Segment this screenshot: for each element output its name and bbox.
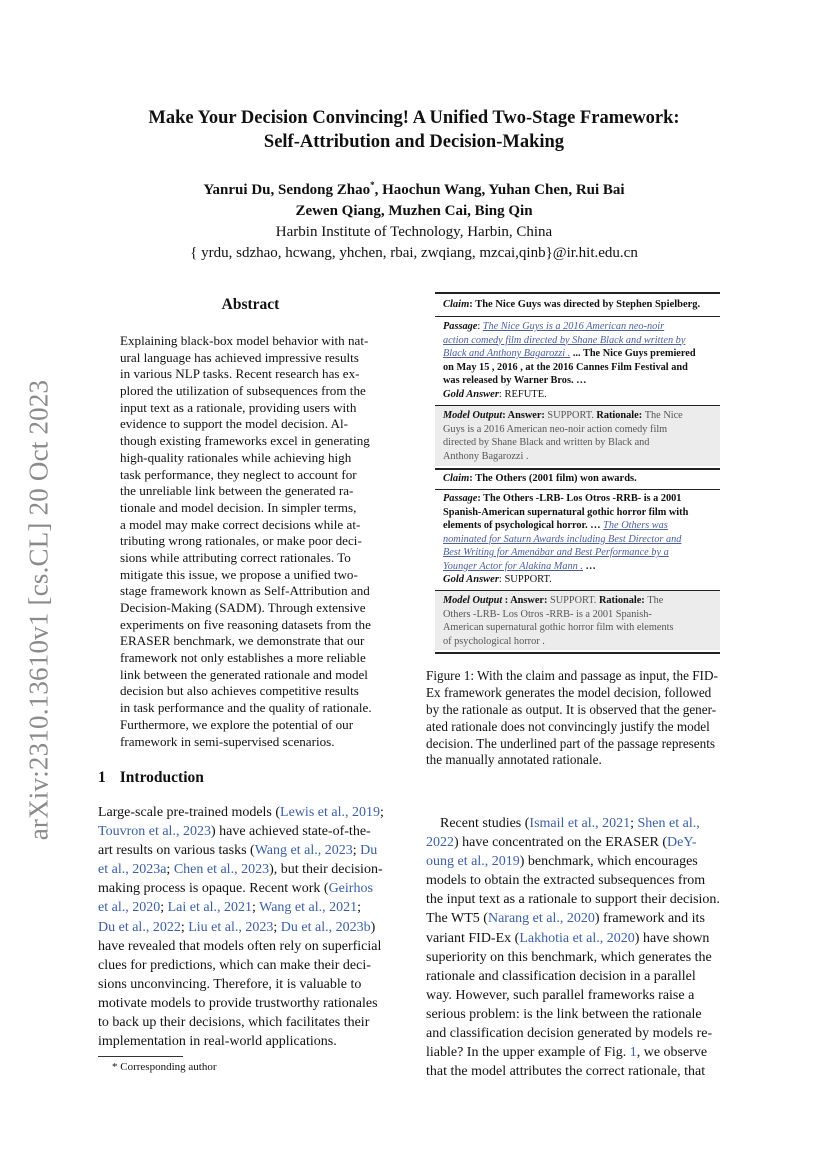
passage-line: on May 15 , 2016 , at the 2016 Cannes Film Festival and [443, 361, 688, 373]
citation-link[interactable]: Wang et al., 2023 [254, 843, 353, 859]
citation-link[interactable]: Du et al., 2023b [280, 919, 371, 935]
paragraph-line: rationale and classification decision in a parallel [426, 968, 696, 984]
paragraph-line: making process is opaque. Recent work (Geirhos [98, 881, 373, 897]
model-output-line: Anthony Bagarozzi . [443, 450, 529, 462]
abstract-line: in task performance and the quality of rationale. [120, 700, 372, 716]
citation-link[interactable]: Lai et al., 2021 [167, 900, 252, 916]
figure-caption [426, 668, 732, 769]
rule [435, 292, 720, 294]
abstract-line: ERASER benchmark, we demonstrate that our [120, 633, 365, 649]
section-heading: 1 Introduction [98, 769, 204, 786]
caption-line: ated rationale does not convincingly justify the model [426, 718, 710, 734]
paragraph-line: implementation in real-world applications. [98, 1034, 337, 1050]
abstract-line: experiments on five reasoning datasets from the [120, 616, 371, 632]
citation-link[interactable]: Narang et al., 2020 [487, 911, 595, 927]
abstract-line: tributing wrong rationales, or make poor deci- [120, 533, 362, 549]
paragraph-line: serious problem: is the link between the rationale [426, 1006, 702, 1022]
model-output-line: Model Output: Answer: SUPPORT. Rationale: The Nice [443, 410, 683, 421]
emails: { yrdu, sdzhao, hcwang, yhchen, rbai, zwqiang, mzcai,qinb}@ir.hit.edu.cn [190, 245, 638, 261]
paragraph-line: art results on various tasks (Wang et al., 2023; Du [98, 843, 378, 859]
model-output-line: of psychological horror . [443, 635, 545, 647]
abstract-line: sions while attributing correct rationales. To [120, 549, 351, 565]
paragraph-line: oung et al., 2019) benchmark, which encourages [426, 854, 698, 870]
paragraph-line: Du et al., 2022; Liu et al., 2023; Du et al., 2023b) [98, 919, 376, 935]
paragraph-line: Recent studies (Ismail et al., 2021; Shen et al., [440, 816, 700, 831]
abstract-line: input text as a rationale, providing users with [120, 399, 357, 415]
abstract-line: evidence to support the model decision. Al- [120, 416, 348, 432]
abstract-line: mitigate this issue, we propose a unified two- [120, 566, 358, 582]
passage-2 [443, 492, 715, 573]
abstract-line: plored the utilization of subsequences from the [120, 383, 366, 399]
citation-link[interactable]: Lewis et al., 2019 [280, 805, 380, 820]
citation-link[interactable]: Wang et al., 2021 [259, 900, 358, 916]
passage-line: action comedy film directed by Shane Black and written by [443, 334, 686, 346]
intro-right-column [426, 814, 732, 1081]
model-output-line: Guys is a 2016 American neo-noir action comedy film [443, 423, 668, 435]
citation-link[interactable]: Geirhos [328, 881, 373, 897]
citation-link[interactable]: Ismail et al., 2021 [529, 816, 631, 831]
caption-line: by the rationale as output. It is observed that the gener- [426, 701, 717, 717]
abstract-line: a model may make correct decisions while at- [120, 516, 361, 532]
abstract-line: framework in semi-supervised scenarios. [120, 733, 335, 749]
abstract-line: in various NLP tasks. Recent research has ex- [120, 366, 360, 382]
citation-link[interactable]: Du [360, 843, 378, 859]
paragraph-line: superiority on this benchmark, which generates the [426, 949, 712, 965]
citation-link[interactable]: DeY- [667, 835, 697, 851]
caption-line: decision. The underlined part of the passage represents [426, 735, 716, 751]
paragraph-line: sions unconvincing. Therefore, it is valuable to [98, 976, 362, 992]
paragraph-line: models to obtain the extracted subsequences from [426, 873, 706, 889]
intro-left-column [98, 803, 403, 1051]
citation-link[interactable]: Chen et al., 2023 [173, 862, 270, 878]
abstract-line: ural language has achieved impressive results [120, 349, 359, 365]
citation-link[interactable]: Lakhotia et al., 2020 [519, 930, 635, 946]
rule [435, 489, 720, 490]
passage-line: Black and Anthony Bagarozzi . ... The Nice Guys premiered [443, 348, 696, 359]
paragraph-line: and classification decision generated by models re- [426, 1026, 713, 1042]
passage-line: Passage: The Others -LRB- Los Otros -RRB- is a 2001 [443, 493, 682, 504]
paragraph-line: that the model attributes the correct rationale, that [426, 1064, 706, 1080]
citation-link[interactable]: Liu et al., 2023 [188, 919, 274, 935]
paragraph-line: Large-scale pre-trained models (Lewis et al., 2019; [98, 805, 384, 820]
gold-answer-2: Gold Answer: SUPPORT. [443, 574, 552, 585]
citation-link[interactable]: et al., 2020 [98, 900, 161, 916]
citation-link[interactable]: Du et al., 2022 [98, 919, 181, 935]
footnote-rule [98, 1056, 183, 1057]
paragraph-line: motivate models to provide trustworthy rationales [98, 995, 378, 1011]
passage-line: Best Writing for Amenábar and Best Performance by a [443, 547, 669, 558]
claim-2: Claim: The Others (2001 film) won awards. [443, 473, 637, 484]
citation-link[interactable]: 1 [629, 1045, 637, 1061]
claim-1: Claim: The Nice Guys was directed by Stephen Spielberg. [443, 299, 701, 310]
rule [435, 468, 720, 470]
paragraph-line: et al., 2023a; Chen et al., 2023), but their decision- [98, 862, 383, 878]
abstract-heading: Abstract [221, 296, 280, 313]
abstract-line: stage framework known as Self-Attribution and [120, 583, 370, 599]
paragraph-line: clues for predictions, which can make their deci- [98, 957, 371, 973]
abstract-line: framework not only establishes a more reliable [120, 650, 366, 666]
citation-link[interactable]: 2022 [426, 835, 454, 851]
abstract-line: Decision-Making (SADM). Through extensive [120, 600, 366, 615]
abstract-line: Furthermore, we explore the potential of our [120, 716, 354, 732]
caption-line: Figure 1: With the claim and passage as input, the FID- [426, 668, 718, 683]
rule [435, 316, 720, 317]
citation-link[interactable]: oung et al., 2019 [426, 854, 520, 870]
abstract-line: link between the generated rationale and model [120, 666, 368, 682]
caption-line: Ex framework generates the model decision, followed [426, 684, 712, 700]
paragraph-line: have revealed that models often rely on superficial [98, 938, 382, 954]
model-output-line: Others -LRB- Los Otros -RRB- is a 2001 Spanish- [443, 608, 652, 620]
model-output-line: directed by Shane Black and written by Black and [443, 437, 650, 448]
arxiv-identifier: arXiv:2310.13610v1 [cs.CL] 20 Oct 2023 [23, 379, 54, 841]
model-output-2 [435, 591, 720, 650]
passage-line: nominated for Saturn Awards including Best Director and [443, 533, 682, 545]
caption-line: the manually annotated rationale. [426, 752, 602, 768]
abstract-line: high-quality rationales while achieving high [120, 449, 352, 465]
passage-line: was released by Warner Bros. … [443, 375, 587, 386]
paragraph-line: et al., 2020; Lai et al., 2021; Wang et al., 2021; [98, 900, 362, 916]
author-block: Yanrui Du, Sendong Zhao*, Haochun Wang, Yuhan Chen, Rui Bai Zewen Qiang, Muzhen Cai, Bing Qin Harbin Institute of Technology, Harbin, China { yrdu, sdzhao, hcwang, yhchen, rbai, zwqiang, mzcai,qinb}@ir.hit.edu.cn [100, 175, 728, 264]
model-output-1 [435, 406, 720, 466]
passage-1 [443, 320, 715, 388]
model-output-line: Model Output : Answer: SUPPORT. Rationale: The [443, 595, 664, 606]
abstract-line: though existing frameworks excel in generating [120, 433, 370, 449]
paragraph-line: way. However, such parallel frameworks raise a [426, 987, 695, 1003]
citation-link[interactable]: Shen et al., [637, 816, 700, 831]
rule [435, 652, 720, 654]
passage-line: Younger Actor for Alakina Mann . … [443, 560, 596, 572]
paragraph-line: 2022) have concentrated on the ERASER (DeY- [426, 835, 697, 851]
paragraph-line: Touvron et al., 2023) have achieved state-of-the- [98, 824, 371, 840]
abstract-line: Explaining black-box model behavior with nat- [120, 333, 369, 348]
abstract-line: tionale and model decision. In simpler terms, [120, 499, 357, 515]
abstract-line: the unreliable link between the generated ra- [120, 483, 354, 499]
passage-line: Passage: The Nice Guys is a 2016 American neo-noir [443, 321, 665, 332]
paper-title: Make Your Decision Convincing! A Unified Two-Stage Framework: Self-Attribution and Decision-Making [148, 108, 680, 152]
passage-line: elements of psychological horror. … The Others was [443, 520, 668, 531]
paragraph-line: variant FID-Ex (Lakhotia et al., 2020) have shown [426, 930, 710, 946]
abstract-text [120, 333, 382, 750]
paragraph-line: to back up their decisions, which facilitates their [98, 1015, 370, 1031]
citation-link[interactable]: et al., 2023a [98, 862, 167, 878]
gold-answer-1: Gold Answer: REFUTE. [443, 389, 547, 400]
abstract-line: decision but also achieves competitive results [120, 683, 359, 699]
paragraph-line: the input text as a rationale to support their decision. [426, 892, 720, 908]
paragraph-line: The WT5 (Narang et al., 2020) framework and its [426, 911, 705, 927]
citation-link[interactable]: Touvron et al., 2023 [98, 824, 211, 840]
abstract-line: task performance, they neglect to account for [120, 466, 357, 482]
affiliation: Harbin Institute of Technology, Harbin, China [275, 224, 553, 240]
model-output-line: American supernatural gothic horror film with elements [443, 622, 674, 633]
paragraph-line: liable? In the upper example of Fig. 1, we observe [426, 1045, 708, 1061]
footnote: * Corresponding author [112, 1061, 217, 1073]
passage-line: Spanish-American supernatural gothic horror film with [443, 506, 689, 518]
